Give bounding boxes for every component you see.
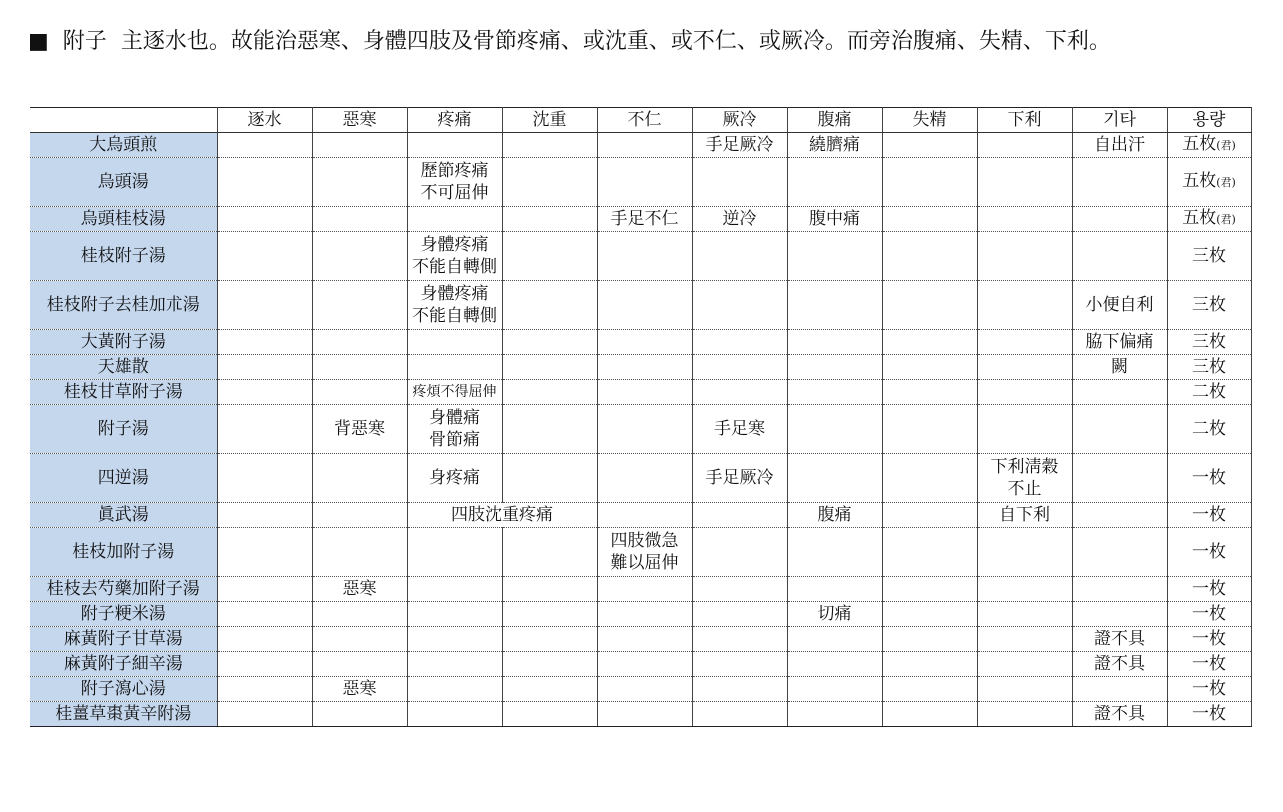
table-cell [787,677,882,702]
table-cell [977,232,1072,281]
table-cell [882,232,977,281]
table-row [30,232,1251,281]
dose-value: 五枚 [1182,134,1217,154]
table-cell [217,405,312,454]
header-cell: 용량 [1167,108,1251,133]
table-row [30,652,1251,677]
table-cell: 自出汗 [1072,133,1167,158]
table-cell [882,355,977,380]
table-cell [597,454,692,503]
table-cell [1072,454,1167,503]
table-cell [597,330,692,355]
table-cell [787,652,882,677]
cell-line: 不可屈伸 [420,183,489,203]
cell-line: 不能自轉側 [412,306,497,326]
cell-line: 骨節痛 [429,430,480,450]
table-cell [502,602,597,627]
table-row [30,207,1251,232]
table-cell [312,652,407,677]
prescription-name: 桂枝加附子湯 [30,528,217,577]
table-cell [597,627,692,652]
prescription-name: 附子瀉心湯 [30,677,217,702]
table-cell [407,355,502,380]
table-row [30,577,1251,602]
table-cell [217,677,312,702]
table-cell [692,627,787,652]
table-row [30,702,1251,727]
table-cell [787,380,882,405]
table-cell [502,133,597,158]
table-cell [977,281,1072,330]
table-cell [407,528,502,577]
table-row [30,602,1251,627]
header-cell: 逐水 [217,108,312,133]
heading-description: 主逐水也。故能治惡寒、身體四肢及骨節疼痛、或沈重、或不仁、或厥冷。而旁治腹痛、失精、下利。 [120,29,1111,54]
dose-cell: 一枚 [1167,677,1251,702]
table-cell: 惡寒 [312,677,407,702]
table-cell [502,702,597,727]
table-cell [597,380,692,405]
table-row [30,355,1251,380]
dose-cell: 三枚 [1167,355,1251,380]
prescription-name: 桂枝去芍藥加附子湯 [30,577,217,602]
cell-line: 不止 [1007,479,1042,499]
prescription-name: 附子湯 [30,405,217,454]
table-cell [217,528,312,577]
table-cell [312,158,407,207]
table-cell [692,380,787,405]
table-cell: 身疼痛 [407,454,502,503]
table-cell [312,503,407,528]
prescription-name: 四逆湯 [30,454,217,503]
prescription-name: 桂薑草棗黃辛附湯 [30,702,217,727]
prescription-name: 麻黃附子甘草湯 [30,627,217,652]
table-cell [882,405,977,454]
table-cell [407,577,502,602]
prescription-name: 天雄散 [30,355,217,380]
table-cell [787,158,882,207]
table-cell [977,652,1072,677]
table-cell [217,503,312,528]
table-cell [217,602,312,627]
dose-cell: 一枚 [1167,702,1251,727]
table-cell [312,380,407,405]
table-row [30,330,1251,355]
table-cell [1072,232,1167,281]
dose-cell: 三枚 [1167,232,1251,281]
table-cell [977,405,1072,454]
header-corner [30,108,217,133]
table-cell [217,577,312,602]
table-cell [692,528,787,577]
header-cell: 惡寒 [312,108,407,133]
table-cell [502,405,597,454]
table-cell [882,158,977,207]
prescription-name: 眞武湯 [30,503,217,528]
table-cell [882,702,977,727]
prescription-name: 附子粳米湯 [30,602,217,627]
table-row [30,528,1251,577]
table-cell: 腹中痛 [787,207,882,232]
table-row [30,454,1251,503]
table-cell: 脇下偏痛 [1072,330,1167,355]
table-cell [312,355,407,380]
prescription-name: 麻黃附子細辛湯 [30,652,217,677]
table-row [30,405,1251,454]
table-cell [407,281,502,330]
table-cell [407,702,502,727]
table-cell [502,380,597,405]
table-cell [217,232,312,281]
table-cell [882,677,977,702]
prescription-name: 烏頭湯 [30,158,217,207]
dose-cell: 一枚 [1167,627,1251,652]
table-cell [882,577,977,602]
prescription-name: 烏頭桂枝湯 [30,207,217,232]
table-cell [217,158,312,207]
table-cell [692,577,787,602]
dose-cell: 三枚 [1167,281,1251,330]
header-cell: 厥冷 [692,108,787,133]
table-row [30,503,1251,528]
dose-cell: 三枚 [1167,330,1251,355]
table-cell [217,355,312,380]
table-cell [882,207,977,232]
table-cell [977,355,1072,380]
table-cell [882,503,977,528]
table-cell [977,702,1072,727]
table-cell [977,577,1072,602]
table-cell [692,702,787,727]
cell-line: 難以屈伸 [610,553,679,573]
table-cell [407,158,502,207]
dose-cell: 一枚 [1167,652,1251,677]
bullet-square-icon: ■ [28,29,49,54]
table-cell [502,330,597,355]
table-cell: 闕 [1072,355,1167,380]
cell-line: 下利淸穀 [990,457,1059,477]
prescription-name: 大烏頭煎 [30,133,217,158]
table-cell: 繞臍痛 [787,133,882,158]
table-cell [692,503,787,528]
table-cell [502,158,597,207]
herb-name: 附子 [62,29,107,54]
table-cell [217,380,312,405]
table-row [30,677,1251,702]
cell-line: 四肢微急 [610,531,679,551]
table-cell [502,207,597,232]
table-cell: 手足不仁 [597,207,692,232]
dose-cell: 一枚 [1167,528,1251,577]
table-cell [1072,503,1167,528]
header-cell: 疼痛 [407,108,502,133]
table-row [30,158,1251,207]
prescription-name: 桂枝附子湯 [30,232,217,281]
table-cell [692,281,787,330]
table-cell [692,158,787,207]
table-cell [692,232,787,281]
table-cell [977,330,1072,355]
table-cell [217,330,312,355]
cell-line: 身體痛 [429,408,480,428]
table-cell [882,330,977,355]
table-cell [1072,528,1167,577]
table-cell [787,355,882,380]
table-cell [407,652,502,677]
dose-note: (君) [1216,176,1236,189]
table-cell [502,652,597,677]
table-cell [502,355,597,380]
table-cell [217,454,312,503]
table-cell: 背惡寒 [312,405,407,454]
table-cell [977,454,1072,503]
table-cell [977,627,1072,652]
header-row [30,108,1251,133]
table-cell [312,330,407,355]
prescription-name: 大黃附子湯 [30,330,217,355]
table-cell [882,281,977,330]
table-cell [977,528,1072,577]
table-cell [312,281,407,330]
table-cell: 疼煩不得屈伸 [407,380,502,405]
table-cell [597,355,692,380]
table-row [30,133,1251,158]
table-cell [502,677,597,702]
table-cell [597,133,692,158]
table-cell [312,232,407,281]
table-cell [597,158,692,207]
table-cell [597,702,692,727]
prescription-name: 桂枝附子去桂加朮湯 [30,281,217,330]
table-cell [312,528,407,577]
table-cell [1072,380,1167,405]
table-cell [977,677,1072,702]
dose-cell [1167,158,1251,207]
table-cell: 腹痛 [787,503,882,528]
prescription-table [30,107,1252,727]
table-cell [502,232,597,281]
table-cell [787,232,882,281]
table-cell [1072,602,1167,627]
table-cell [217,281,312,330]
table-cell [882,528,977,577]
table-cell [312,133,407,158]
table-cell [407,405,502,454]
dose-cell: 一枚 [1167,503,1251,528]
table-row [30,281,1251,330]
table-cell [407,133,502,158]
header-cell: 不仁 [597,108,692,133]
table-cell [692,355,787,380]
table-cell [502,528,597,577]
table-cell: 惡寒 [312,577,407,602]
table-cell [882,627,977,652]
table-cell [1072,405,1167,454]
table-cell [692,602,787,627]
dose-cell: 二枚 [1167,405,1251,454]
table-cell [882,133,977,158]
table-cell [597,652,692,677]
table-cell [977,380,1072,405]
table-cell [597,281,692,330]
table-cell [787,454,882,503]
table-cell: 證不具 [1072,702,1167,727]
dose-cell: 一枚 [1167,577,1251,602]
table-cell [787,281,882,330]
table-cell [312,207,407,232]
table-cell: 逆冷 [692,207,787,232]
table-cell [977,158,1072,207]
table-cell [882,380,977,405]
table-cell [407,677,502,702]
table-cell [977,133,1072,158]
cell-line: 身體疼痛 [420,235,489,255]
dose-cell [1167,133,1251,158]
table-cell [597,677,692,702]
table-cell [312,454,407,503]
dose-value: 五枚 [1182,208,1217,228]
dose-cell: 一枚 [1167,602,1251,627]
table-cell [882,652,977,677]
table-cell [312,627,407,652]
table-cell [597,232,692,281]
table-cell: 手足厥冷 [692,454,787,503]
table-cell [1072,677,1167,702]
prescription-name: 桂枝甘草附子湯 [30,380,217,405]
dose-value: 五枚 [1182,171,1217,191]
cell-line: 身體疼痛 [420,284,489,304]
table-cell [217,702,312,727]
header-cell: 기타 [1072,108,1167,133]
table-cell [312,702,407,727]
table-cell [312,602,407,627]
table-cell [692,652,787,677]
table-cell [597,602,692,627]
table-cell [977,602,1072,627]
dose-cell [1167,207,1251,232]
header-cell: 下利 [977,108,1072,133]
table-cell [787,627,882,652]
table-cell [597,528,692,577]
table-cell [882,602,977,627]
table-cell [787,405,882,454]
table-cell [217,207,312,232]
table-cell [977,207,1072,232]
table-cell: 自下利 [977,503,1072,528]
table-cell [407,602,502,627]
table-cell [882,454,977,503]
table-cell [217,652,312,677]
header-cell: 失精 [882,108,977,133]
table-cell [787,577,882,602]
table-cell [597,577,692,602]
table-cell [407,330,502,355]
table-cell [597,503,692,528]
table-cell [692,330,787,355]
dose-note: (君) [1216,213,1236,226]
table-cell: 證不具 [1072,627,1167,652]
table-cell [502,454,597,503]
table-cell [502,577,597,602]
table-cell [787,330,882,355]
table-cell [1072,577,1167,602]
table-cell [692,677,787,702]
table-cell: 證不具 [1072,652,1167,677]
table-cell: 小便自利 [1072,281,1167,330]
dose-note: (君) [1216,139,1236,152]
table-cell [1072,158,1167,207]
table-cell [407,232,502,281]
header-cell: 沈重 [502,108,597,133]
table-cell [787,702,882,727]
dose-cell: 一枚 [1167,454,1251,503]
table-cell [787,528,882,577]
table-cell [502,281,597,330]
table-cell-merged: 四肢沈重疼痛 [407,503,597,528]
table-row [30,627,1251,652]
table-row [30,380,1251,405]
cell-line: 歷節疼痛 [420,161,489,181]
table-cell: 手足寒 [692,405,787,454]
table-cell [407,627,502,652]
table-cell [407,207,502,232]
table-cell [597,405,692,454]
dose-cell: 二枚 [1167,380,1251,405]
table-cell [1072,207,1167,232]
table-cell [502,627,597,652]
cell-line: 不能自轉側 [412,257,497,277]
document-heading [28,26,1268,58]
header-cell: 腹痛 [787,108,882,133]
table-cell: 手足厥冷 [692,133,787,158]
table-cell [217,133,312,158]
table-cell: 切痛 [787,602,882,627]
table-cell [217,627,312,652]
